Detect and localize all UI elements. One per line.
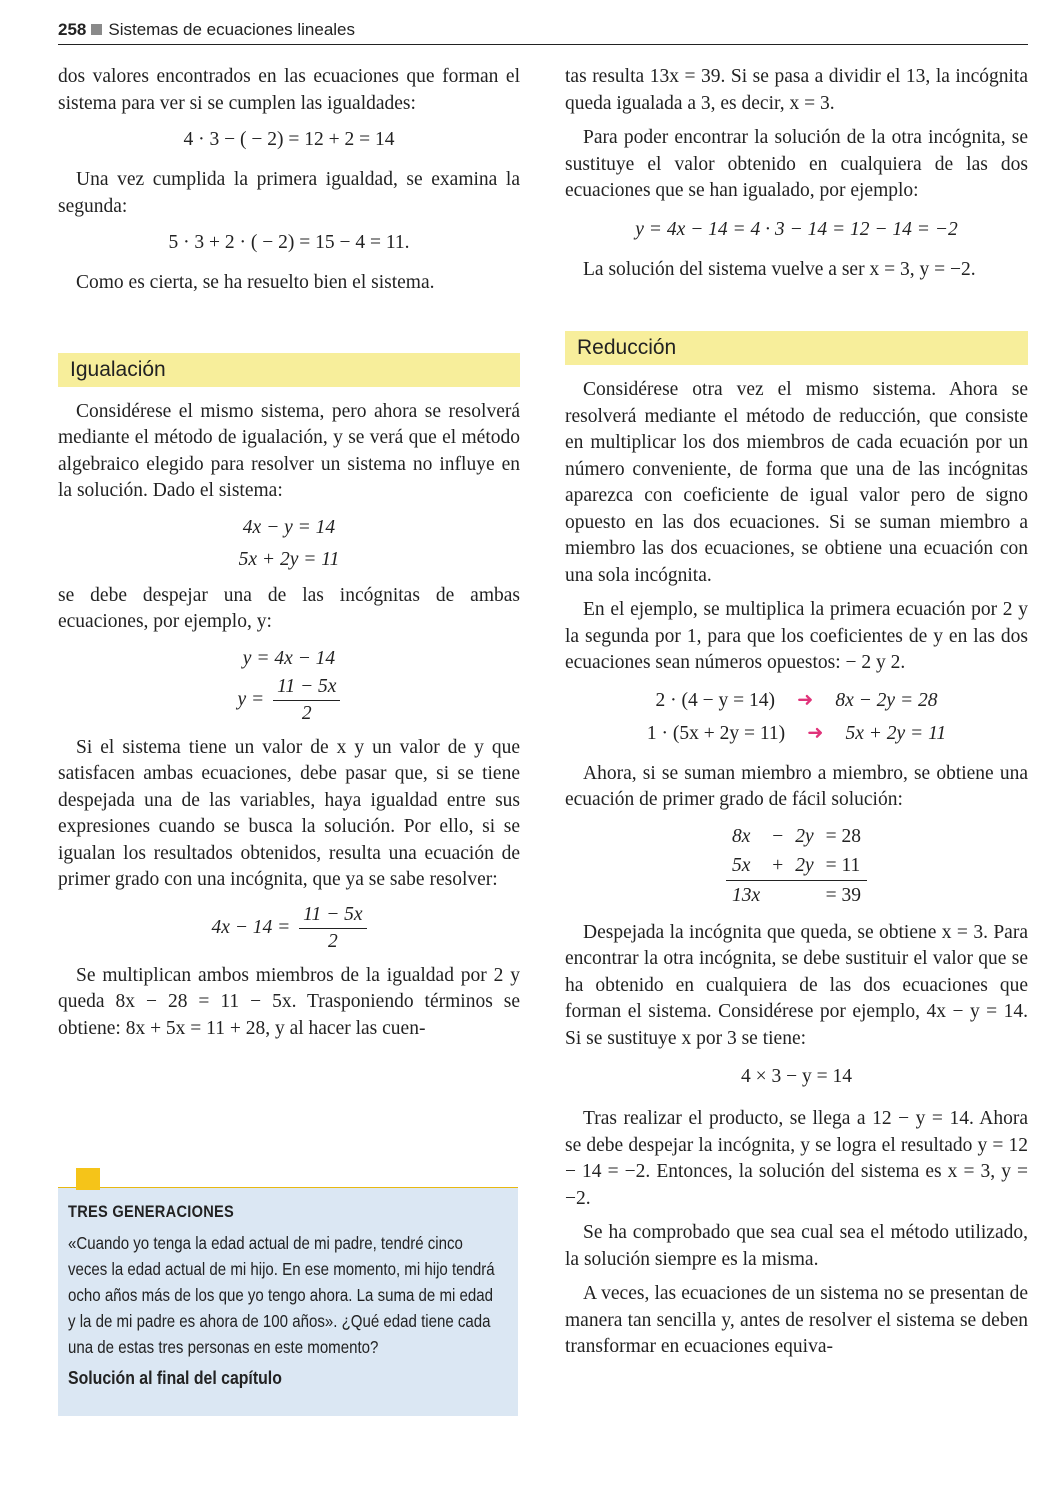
paragraph: Como es cierta, se ha resuelto bien el sistema. [76, 272, 435, 293]
section-heading-igualacion: Igualación [58, 353, 520, 387]
box-title: TRES GENERACIONES [68, 1202, 235, 1221]
box-text: «Cuando yo tenga la edad actual de mi padre, tendré cinco veces la edad actual de mi hijo. En ese momento, mi hijo tendrá ocho años más de los que yo tengo ahora. La suma de mi edad y la de mi padre es ahora de 100 años». ¿Qué edad tiene cada una de estas tres personas en este momento? [68, 1233, 495, 1357]
numerator: 11 − 5x [299, 902, 366, 929]
paragraph: Considérese el mismo sistema, pero ahora se resolverá mediante el método de igualación, y se verá que el método algebraico elegido para resolver un sistema no influye en la solución. Dado el sistema: [58, 400, 520, 501]
equation-left: 1 · (5x + 2y = 11) [646, 722, 786, 744]
chapter-title: Sistemas de ecuaciones lineales [108, 20, 356, 39]
system-equation: 5x + 2y = 11 [238, 548, 340, 570]
sum-cell: 2y [795, 825, 814, 847]
numerator: 11 − 5x [273, 674, 340, 701]
right-column [565, 64, 1028, 1369]
sum-cell: = 28 [825, 825, 861, 847]
equation: y = 4x − 14 = 4 · 3 − 14 = 12 − 14 = −2 [635, 218, 958, 240]
paragraph: Una vez cumplida la primera igualdad, se examina la segunda: [58, 169, 520, 217]
sum-cell [789, 880, 819, 910]
system-equation: 4x − y = 14 [242, 516, 336, 538]
sum-row [726, 851, 867, 881]
paragraph: tas resulta 13x = 39. Si se pasa a dividir el 13, la incógnita queda igualada a 3, es decir, x = 3. [565, 66, 1028, 114]
paragraph: Si el sistema tiene un valor de x y un valor de y que satisfacen ambas ecuaciones, debe pasar que, si se tiene despejada una de las variables, haya igualdad entre sus expresiones cuando se busca la solución. Por ello, si se igualan los resultados obtenidos, resulta una ecuación de primer grado con una incógnita, que ya se sabe resolver: [58, 736, 520, 890]
box-marker-square [76, 1168, 100, 1190]
equation-lhs: 4x − 14 = [211, 916, 291, 938]
sum-result-row [726, 880, 867, 910]
paragraph: Tras realizar el producto, se llega a 12 − y = 14. Ahora se debe despejar la incógnita, y se logra el resultado y = 12 − 14 = −2. Entonces, la solución del sistema es x = 3, y = −2. [565, 1108, 1028, 1209]
paragraph: dos valores encontrados en las ecuaciones que forman el sistema para ver si se cumplen las igualdades: [58, 66, 520, 114]
sum-cell [766, 880, 789, 910]
sum-cell: 2y [795, 854, 814, 876]
equation-right: 5x + 2y = 11 [845, 722, 947, 744]
fraction [299, 902, 366, 955]
equation: 4 × 3 − y = 14 [741, 1066, 852, 1087]
fraction-equation [58, 902, 520, 955]
sum-row [726, 822, 867, 851]
section-heading-reduccion: Reducción [565, 331, 1028, 365]
sum-cell: 8x [732, 825, 751, 847]
paragraph: Se ha comprobado que sea cual sea el método utilizado, la solución siempre es la misma. [565, 1222, 1028, 1270]
paragraph: Ahora, si se suman miembro a miembro, se obtiene una ecuación de primer grado de fácil solución: [565, 762, 1028, 810]
running-header [58, 16, 1028, 45]
page-number: 258 [58, 20, 87, 39]
box-solution-note: Solución al final del capítulo [68, 1368, 282, 1388]
arrow-icon: ➜ [797, 687, 814, 711]
fraction [273, 674, 340, 727]
equation-right: 8x − 2y = 28 [835, 689, 938, 711]
exercise-box-content [68, 1202, 508, 1389]
paragraph: Considérese otra vez el mismo sistema. Ahora se resolverá mediante el método de reducción, que consiste en multiplicar los dos miembros de cada ecuación por un número conveniente, de forma que una de las incógnitas aparezca con coeficiente de igual valor pero de signo opuesto en las dos ecuaciones. Si se suman miembro a miembro las dos ecuaciones, se obtiene una ecuación con una sola incógnita. [565, 379, 1028, 586]
equation-lhs: y = [237, 688, 265, 710]
sum-cell: + [772, 854, 784, 876]
paragraph: La solución del sistema vuelve a ser x = 3, y = −2. [583, 258, 976, 280]
multiplied-equation-row [565, 685, 1028, 716]
paragraph: Se multiplican ambos miembros de la igualdad por 2 y queda 8x − 28 = 11 − 5x. Trasponiendo términos se obtiene: 8x + 5x = 11 + 28, y al hacer las cuen- [58, 964, 520, 1039]
sum-table [726, 822, 867, 910]
sum-cell: 5x [732, 854, 751, 876]
paragraph: A veces, las ecuaciones de un sistema no se presentan de manera tan sencilla y, antes de resolver el sistema se deben transformar en ecuaciones equiva- [565, 1283, 1028, 1357]
equation-left: 2 · (4 − y = 14) [655, 689, 775, 711]
header-square-icon [91, 24, 102, 35]
sum-cell: − [772, 825, 784, 847]
arrow-icon: ➜ [807, 720, 824, 744]
denominator: 2 [301, 702, 312, 724]
sum-cell: 13x [726, 880, 766, 910]
fraction-equation [58, 674, 520, 727]
paragraph: Para poder encontrar la solución de la otra incógnita, se sustituye el valor obtenido en cualquiera de las dos ecuaciones que se han igualado, por ejemplo: [565, 127, 1028, 201]
paragraph: Despejada la incógnita que queda, se obtiene x = 3. Para encontrar la otra incógnita, se debe sustituir el valor que se ha obtenido en cualquiera de las dos ecuaciones que forman el sistema. Considérese por ejemplo, 4x − y = 14. Si se sustituye x por 3 se tiene: [565, 921, 1028, 1049]
equation: 5 · 3 + 2 · ( − 2) = 15 − 4 = 11. [168, 232, 410, 253]
paragraph: se debe despejar una de las incógnitas de ambas ecuaciones, por ejemplo, y: [58, 584, 520, 632]
denominator: 2 [327, 930, 338, 952]
equation: 4 · 3 − ( − 2) = 12 + 2 = 14 [183, 129, 395, 150]
equation: y = 4x − 14 [242, 647, 336, 669]
multiplied-equation-row [565, 718, 1028, 749]
sum-cell: = 11 [825, 854, 861, 876]
left-column [58, 64, 520, 1050]
paragraph: En el ejemplo, se multiplica la primera ecuación por 2 y la segunda por 1, para que los coeficientes de y en las dos ecuaciones sean números opuestos: − 2 y 2. [565, 599, 1028, 673]
sum-cell: = 39 [820, 880, 867, 910]
